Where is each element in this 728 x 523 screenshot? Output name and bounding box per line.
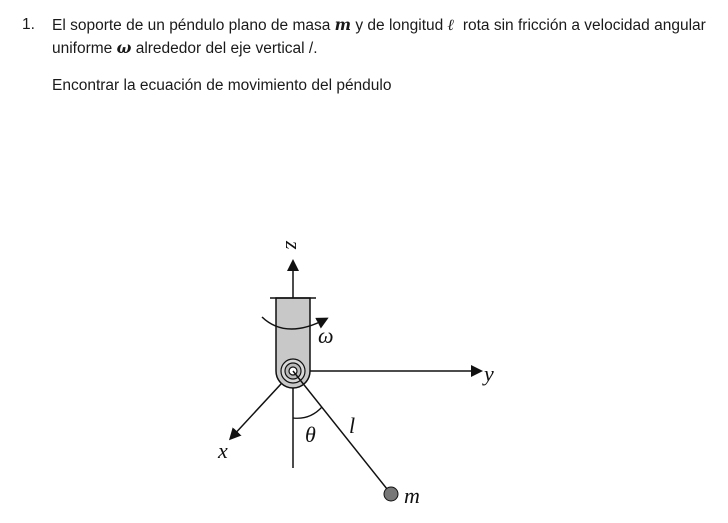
axis-symbol: /.: [308, 40, 318, 57]
line1-part-b: y de longitud: [355, 17, 444, 34]
mass-label: m: [404, 483, 420, 508]
mass-symbol: m: [334, 15, 352, 34]
pendulum-mass: [384, 487, 398, 501]
theta-arc: [293, 407, 322, 418]
z-label: z: [281, 241, 306, 250]
theta-label: θ: [305, 422, 316, 447]
y-label: y: [484, 361, 494, 386]
length-label: l: [349, 413, 356, 438]
line1-part-c: rota sin fricción a velocidad: [462, 17, 650, 34]
line2-part-b: alrededor del eje vertical: [135, 40, 305, 57]
omega-label: ω: [318, 323, 334, 348]
omega-symbol: ω: [116, 38, 132, 57]
length-symbol: ℓ: [447, 15, 455, 34]
line2-part-a: angular uniforme: [52, 17, 706, 57]
x-label: x: [218, 438, 228, 463]
task-text: Encontrar la ecuación de movimiento del péndulo: [52, 77, 392, 94]
problem-number: 1.: [22, 16, 35, 33]
line1-part-a: El soporte de un péndulo plano de masa: [52, 17, 331, 34]
